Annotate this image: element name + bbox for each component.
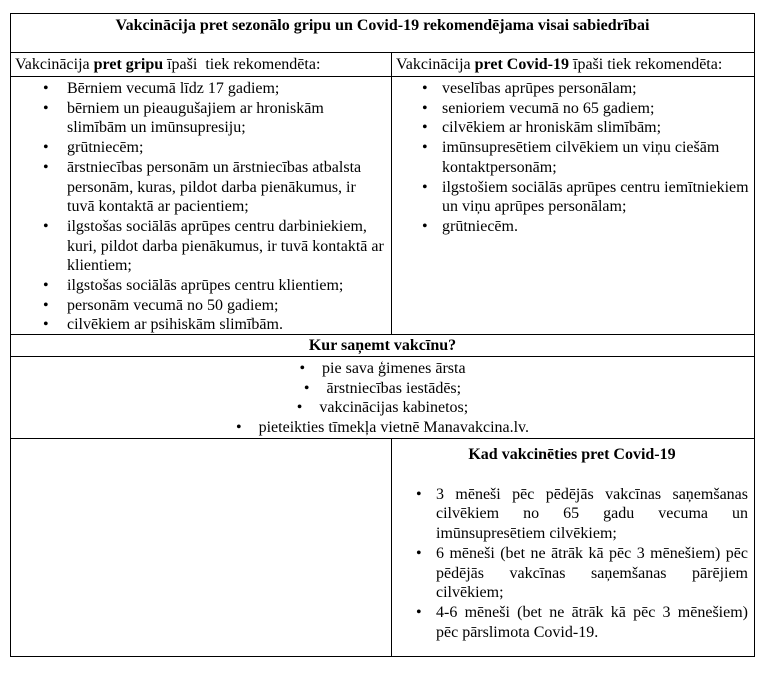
covid-heading-prefix: Vakcinācija [396,56,475,73]
bullet-icon: • [299,360,306,377]
bullet-icon: • [43,296,49,314]
list-item-label: personām vecumā no 50 gadiem; [67,296,279,314]
bullet-icon: • [416,485,422,503]
list-item [43,315,387,334]
covid-recommendation-list [396,79,750,237]
bullet-icon: • [43,316,49,334]
list-item-label: 4-6 mēneši (bet ne ātrāk kā pēc 3 mēnešiem) pēc pārslimota Covid-19. [436,603,748,641]
bullet-icon: • [416,544,422,562]
bullet-icon: • [422,139,428,157]
list-item [11,359,754,379]
list-item [11,379,754,399]
list-item-label: vakcinācijas kabinetos; [319,399,469,417]
list-item [422,79,750,99]
list-item-label: 3 mēneši pēc pēdējās vakcīnas saņemšanas cilvēkiem no 65 gadu vecuma un imūnsupresētiem cilvēkiem; [436,485,748,543]
list-item-label: bērniem un pieaugušajiem ar hroniskām slimībām un imūnsupresiju; [67,99,324,137]
where-title-row [11,334,754,356]
list-item-label: ārstniecības iestādēs; [326,379,462,397]
flu-list-cell [11,77,391,334]
list-item-label: ilgstošiem sociālās aprūpes centru iemītniekiem un viņu aprūpes personālam; [442,178,749,216]
where-list-row [11,356,754,438]
flu-heading-suffix: īpaši tiek rekomendēta: [163,56,321,73]
when-row [11,438,754,656]
flu-column-heading [11,53,391,76]
list-item-label: cilvēkiem ar psihiskām slimībām. [67,316,283,334]
list-item-label: pie sava ģimenes ārsta [322,360,466,377]
list-item [43,276,387,296]
list-item [422,99,750,119]
covid-heading-bold: pret Covid-19 [474,56,569,73]
list-item-label: ilgstošas sociālās aprūpes centru darbiniekiem, kuri, pildot darba pienākumus, ir tuvā kontaktā ar klientiem; [67,217,384,275]
bullet-icon: • [43,277,49,295]
list-item-label: veselības aprūpes personālam; [442,80,637,97]
bullet-icon: • [43,139,49,157]
bullet-icon: • [422,217,428,235]
bullet-icon: • [422,99,428,117]
list-item [416,485,748,544]
bullet-icon: • [235,419,242,437]
flu-heading-bold: pret gripu [93,56,164,73]
list-item [11,398,754,418]
covid-heading-suffix: īpaši tiek rekomendēta: [569,56,723,73]
bullet-icon: • [303,379,310,397]
list-item [43,217,387,276]
covid-list-cell [391,77,754,334]
column-headings-row [11,52,754,76]
covid-column-heading [391,53,754,76]
list-item-label: Bērniem vecumā līdz 17 gadiem; [67,80,280,97]
list-item [43,296,387,316]
list-item [422,217,750,237]
bullet-icon: • [43,158,49,176]
list-item-label: cilvēkiem ar hroniskām slimībām; [442,119,662,137]
bullet-icon: • [422,178,428,196]
list-item [422,118,750,138]
list-item-label: ārstniecības personām un ārstniecības atbalsta personām, kuras, pildot darba pienākumus, ir tuvā kontaktā ar pacientiem; [67,158,362,216]
when-list [396,485,748,643]
bullet-icon: • [43,80,49,97]
bullet-icon: • [422,80,428,97]
list-item [416,603,748,642]
bullet-icon: • [296,399,303,417]
list-item [11,418,754,438]
main-title: Vakcinācija pret sezonālo gripu un Covid-19 rekomendējama visai sabiedrībai [115,17,650,34]
bullet-icon: • [43,217,49,235]
list-item-label: grūtniecēm. [442,217,518,235]
list-item [43,79,387,99]
list-item [43,138,387,158]
flu-heading-prefix: Vakcinācija [15,56,94,73]
when-section-title: Kad vakcinēties pret Covid-19 [468,446,676,463]
list-item [416,544,748,603]
list-item-label: 6 mēneši (bet ne ātrāk kā pēc 3 mēnešiem) pēc pēdējās vakcīnas saņemšanas pārējiem cilvēkiem; [436,544,748,602]
bullet-icon: • [416,603,422,621]
list-item [43,99,387,138]
flu-recommendation-list [15,79,387,334]
where-section-title: Kur saņemt vakcīnu? [308,337,457,354]
list-item [422,138,750,177]
list-item-label: grūtniecēm; [67,139,144,157]
empty-cell [11,439,391,656]
when-cell [391,439,754,656]
list-item-label: ilgstošas sociālās aprūpes centru klientiem; [67,277,344,295]
bullet-icon: • [43,99,49,117]
column-lists-row [11,76,754,334]
list-item-label: imūnsupresētiem cilvēkiem un viņu ciešām kontaktpersonām; [442,139,720,176]
list-item-label: senioriem vecumā no 65 gadiem; [442,99,655,117]
vaccination-info-table [10,13,755,657]
list-item [43,158,387,217]
main-title-row [11,14,754,52]
list-item [422,178,750,217]
bullet-icon: • [422,119,428,137]
list-item-label: pieteikties tīmekļa vietnē Manavakcina.lv. [258,419,530,437]
